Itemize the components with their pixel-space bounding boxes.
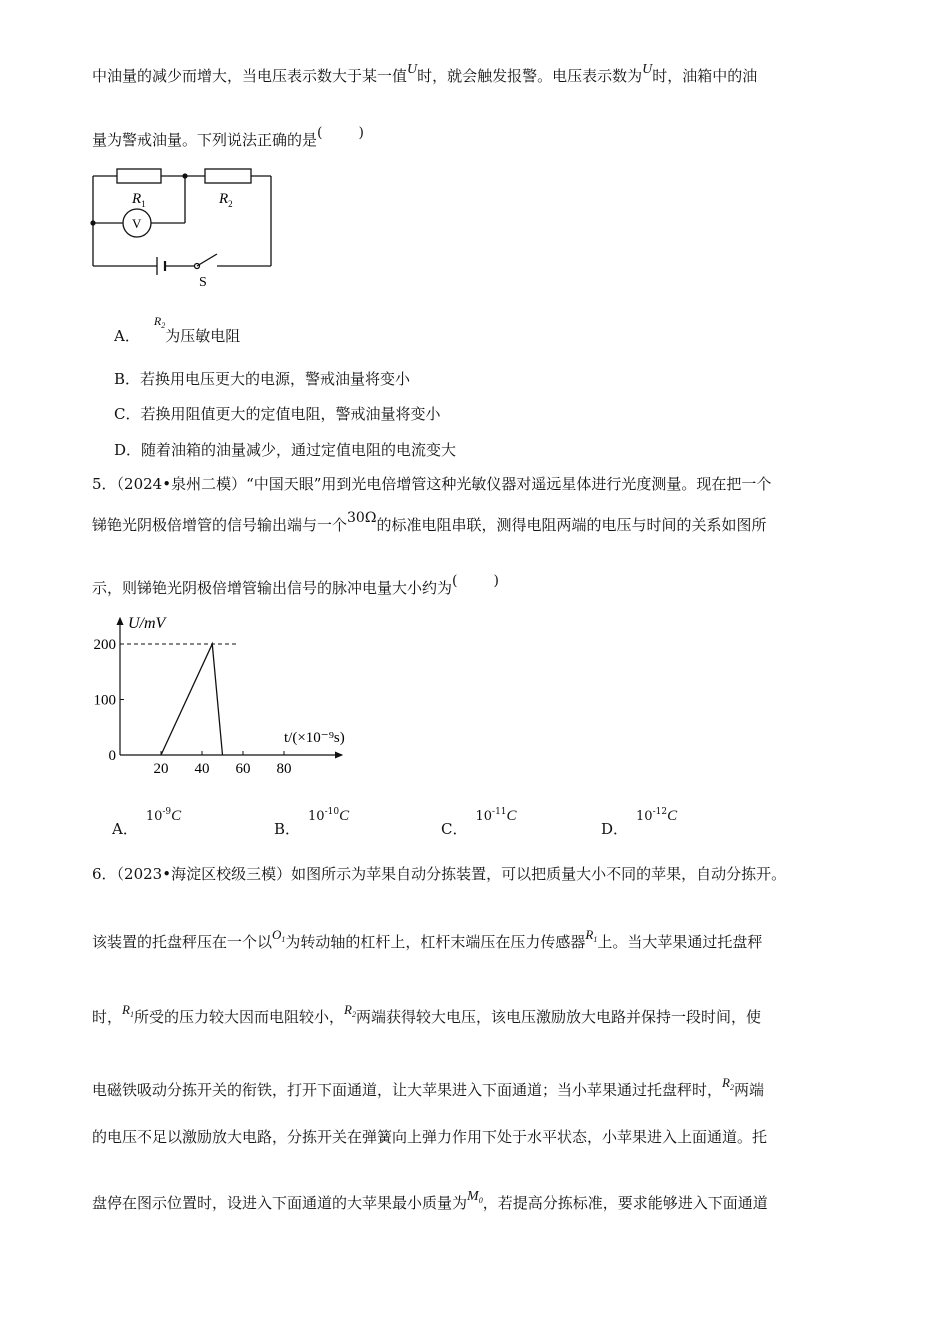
answer-paren-open: ( — [317, 125, 323, 141]
q4-line-1 — [92, 62, 758, 88]
option-value — [636, 806, 677, 824]
resistance-value: 30Ω — [347, 510, 377, 526]
option-base: 10 — [636, 809, 653, 824]
q6-line-3: 时，$R_1$所受的压力较大因而电阻较小，$R_2$两端获得较大电压，该电压激励放大电路并保持一段时间，使 — [92, 1002, 761, 1026]
q6-line-6: 盘停在图示位置时，设进入下面通道的大苹果最小质量为$M_0$，若提高分拣标准，要求能够进入下面通道 — [92, 1189, 768, 1212]
q6-line-1: 6．（2023•海淀区校级三模）如图所示为苹果自动分拣装置，可以把质量大小不同的苹果，自动分拣开。 — [92, 865, 787, 883]
option-value — [475, 806, 516, 824]
q4-question-text: 量为警戒油量。下列说法正确的是 — [92, 131, 318, 149]
y-tick-label: 0 — [108, 748, 116, 764]
q5-question-text: 示，则锑铯光阴极倍增管输出信号的脉冲电量大小约为 — [92, 579, 453, 597]
y-tick-label: 200 — [93, 637, 116, 653]
math-var-m: M — [467, 1189, 479, 1204]
x-tick-label: 20 — [153, 761, 169, 777]
q4-option-d[interactable]: D．随着油箱的油量减少，通过定值电阻的电流变大 — [114, 441, 457, 459]
option-value — [146, 806, 181, 824]
option-label: C． — [441, 820, 468, 838]
resistor-r2 — [205, 169, 251, 183]
option-label: B． — [274, 820, 301, 838]
answer-paren-close: ) — [358, 125, 364, 141]
r2-subscript: 2 — [228, 199, 233, 209]
svg-text:R1 — [131, 191, 146, 209]
y-axis-label: U/mV — [128, 615, 166, 632]
option-unit: C — [171, 808, 182, 824]
series-line — [161, 644, 223, 755]
math-var-r: R — [153, 314, 162, 328]
q4-line-2 — [92, 125, 364, 151]
x-tick-label: 60 — [235, 761, 251, 777]
q4-text: 时，就会触发报警。电压表示数为 — [417, 67, 643, 85]
q4-option-c[interactable]: C．若换用阻值更大的定值电阻，警戒油量将变小 — [114, 405, 441, 423]
math-var-o: O — [272, 927, 282, 942]
r2-label: R — [219, 191, 229, 207]
option-label: A． — [112, 820, 138, 838]
math-var-u: U — [407, 62, 418, 77]
option-base: 10 — [145, 809, 163, 824]
option-exponent: -11 — [492, 807, 507, 817]
x-axis-label: t/(×10⁻⁹s) — [284, 730, 345, 746]
q5-option-b[interactable] — [274, 804, 349, 838]
q4-option-a[interactable]: A．$^{R_2}$为压敏电阻 — [114, 314, 241, 345]
option-unit: C — [506, 808, 517, 824]
q5-option-a[interactable] — [112, 804, 181, 838]
q4-option-b[interactable]: B．若换用电压更大的电源，警戒油量将变小 — [114, 370, 411, 388]
resistor-r1 — [117, 169, 161, 183]
circuit-diagram — [85, 162, 285, 294]
q6-line-2: 该装置的托盘秤压在一个以$O_1$为转动轴的杠杆上，杠杆末端压在压力传感器$R_1$上。当大苹果通过托盘秤 — [92, 927, 763, 951]
q5-option-c[interactable] — [441, 804, 517, 838]
option-unit: C — [667, 808, 678, 824]
q6-line-4: 电磁铁吸动分拣开关的衔铁，打开下面通道，让大苹果进入下面通道；当小苹果通过托盘秤时，$R_2$两端 — [92, 1075, 764, 1099]
voltage-time-chart — [80, 608, 370, 778]
option-base: 10 — [475, 809, 493, 824]
option-base: 10 — [308, 809, 325, 824]
option-label: D． — [601, 820, 629, 838]
q4-text: 中油量的减少而增大，当电压表示数大于某一值 — [92, 67, 408, 85]
option-exponent: -12 — [652, 807, 668, 817]
x-tick-label: 80 — [276, 761, 292, 777]
switch-label: S — [199, 275, 207, 290]
q5-option-d[interactable] — [601, 804, 677, 838]
q5-line-3: 示，则锑铯光阴极倍增管输出信号的脉冲电量大小约为( ) — [92, 573, 499, 597]
q6-line-5: 的电压不足以激励放大电路，分拣开关在弹簧向上弹力作用下处于水平状态，小苹果进入上面通道。托 — [92, 1128, 768, 1146]
x-tick-label: 40 — [194, 761, 210, 777]
option-exponent: -10 — [324, 807, 340, 817]
q5-line-1: 5．（2024•泉州二模）“中国天眼”用到光电倍增管这种光敏仪器对遥远星体进行光度测量。现在把一个 — [92, 475, 772, 493]
math-var-u: U — [642, 62, 653, 77]
option-exponent: -9 — [162, 807, 172, 817]
option-value — [308, 806, 349, 824]
math-var-r: R — [585, 927, 594, 942]
option-unit: C — [339, 808, 350, 824]
q5-line-2: 锑铯光阴极倍增管的信号输出端与一个30Ω的标准电阻串联，测得电阻两端的电压与时间的关系如图所 — [92, 510, 767, 534]
y-tick-label: 100 — [93, 692, 116, 709]
switch-blade-icon — [197, 254, 217, 266]
r1-label: R — [132, 191, 142, 207]
svg-text:R2 — [218, 191, 233, 209]
q4-text: 时，油箱中的油 — [652, 67, 758, 85]
voltmeter-label: V — [132, 216, 142, 231]
r1-subscript: 1 — [141, 199, 146, 209]
